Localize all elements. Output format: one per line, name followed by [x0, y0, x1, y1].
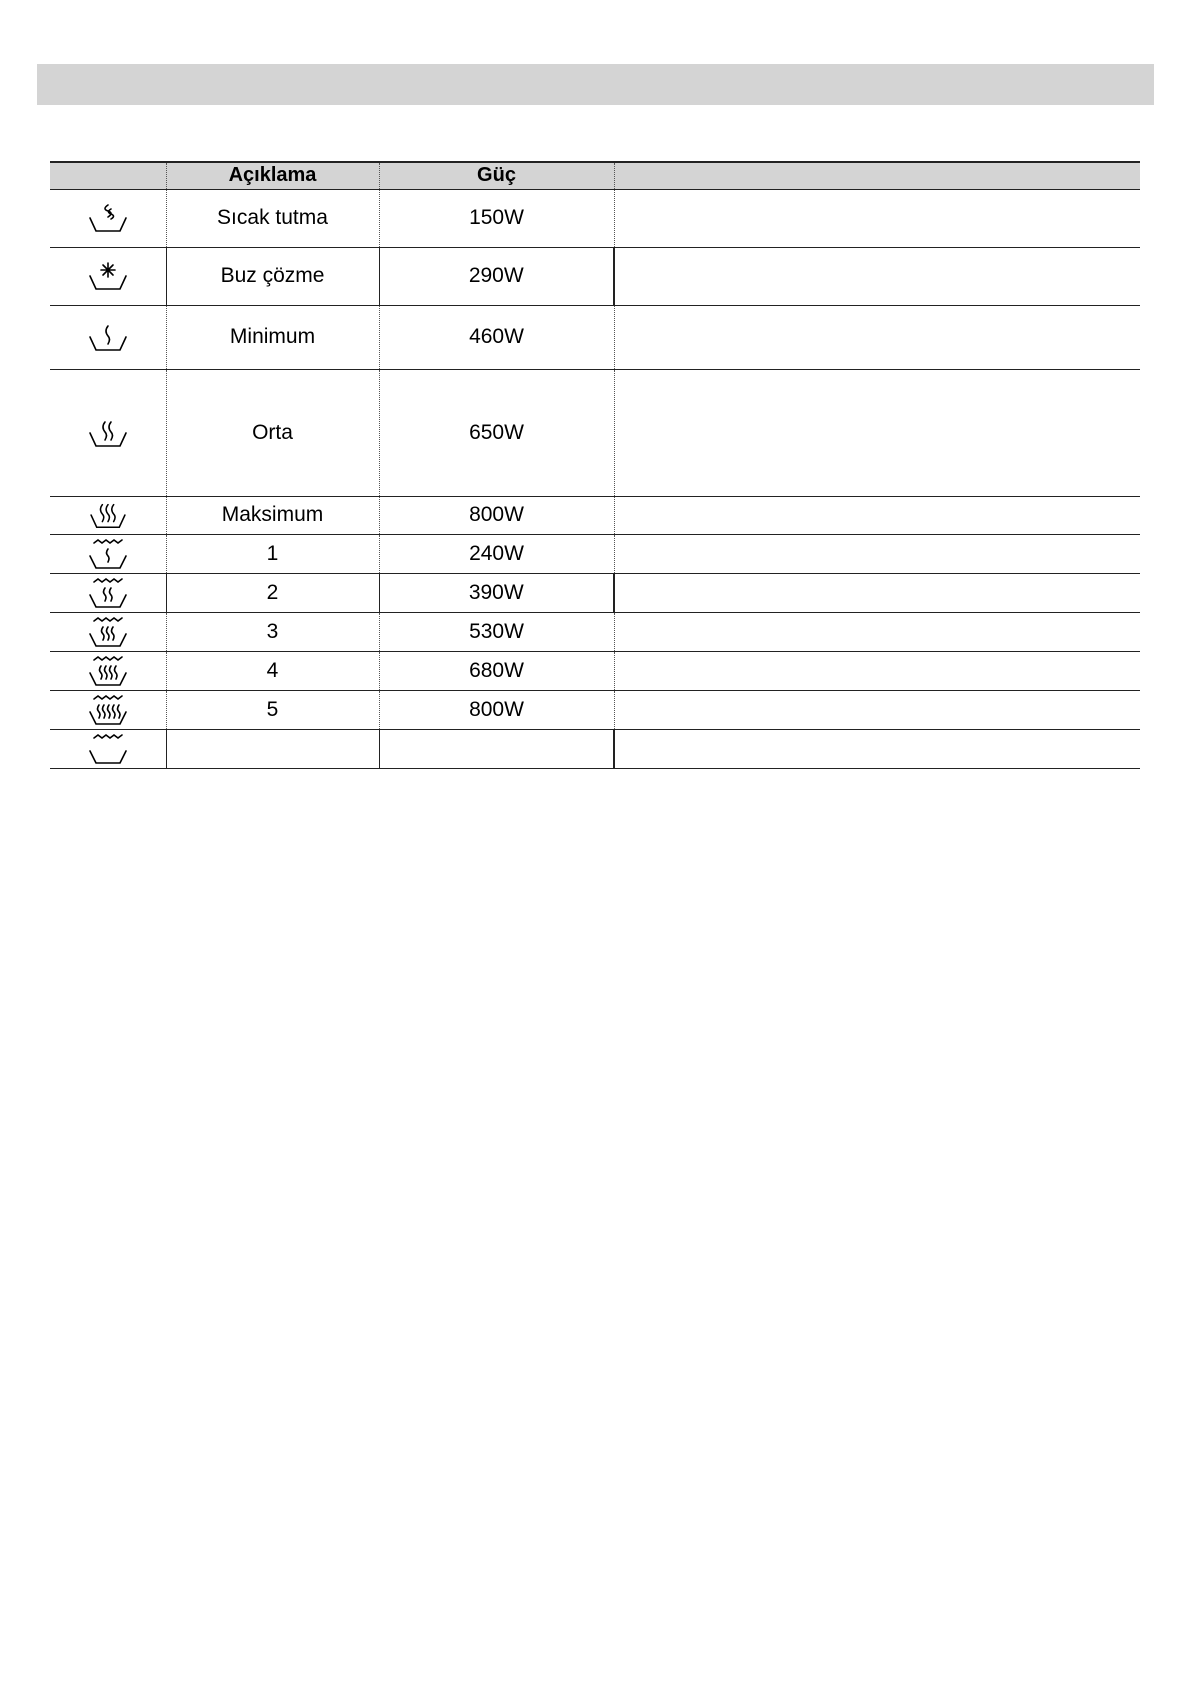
row-icon-cell: [50, 247, 166, 305]
header-description: Açıklama: [166, 162, 379, 189]
row-power: 530W: [379, 612, 614, 651]
row-extra: [614, 369, 1140, 496]
row-description: Maksimum: [166, 496, 379, 534]
row-extra: [614, 651, 1140, 690]
row-description: 4: [166, 651, 379, 690]
combi-level-1-icon: [86, 537, 130, 571]
row-extra: [614, 247, 1140, 305]
row-icon-cell: [50, 729, 166, 768]
row-power: [379, 729, 614, 768]
row-extra: [614, 690, 1140, 729]
power-levels-table: [50, 161, 1140, 769]
row-power: 240W: [379, 534, 614, 573]
row-description: Minimum: [166, 305, 379, 369]
table-row: [50, 369, 1140, 496]
header-icon: [50, 162, 166, 189]
row-icon-cell: [50, 573, 166, 612]
microwave-level-1-icon: [86, 320, 130, 354]
table-row: [50, 612, 1140, 651]
row-extra: [614, 534, 1140, 573]
table-row: [50, 496, 1140, 534]
microwave-level-3-icon: [86, 499, 130, 531]
row-description: Buz çözme: [166, 247, 379, 305]
row-power: 460W: [379, 305, 614, 369]
defrost-icon: [86, 259, 130, 293]
row-description: 2: [166, 573, 379, 612]
table-row: [50, 534, 1140, 573]
microwave-level-2-icon: [86, 416, 130, 450]
row-extra: [614, 573, 1140, 612]
table-row: [50, 690, 1140, 729]
row-description: 3: [166, 612, 379, 651]
combi-level-2-icon: [86, 576, 130, 610]
combi-level-4-icon: [86, 654, 130, 688]
row-power: 800W: [379, 496, 614, 534]
row-extra: [614, 612, 1140, 651]
header-power: Güç: [379, 162, 614, 189]
table-header-row: [50, 162, 1140, 189]
row-extra: [614, 729, 1140, 768]
row-icon-cell: [50, 189, 166, 247]
table-row: [50, 573, 1140, 612]
row-power: 680W: [379, 651, 614, 690]
combi-level-3-icon: [86, 615, 130, 649]
row-description: Sıcak tutma: [166, 189, 379, 247]
row-extra: [614, 496, 1140, 534]
grill-icon: [86, 732, 130, 766]
combi-level-5-icon: [86, 693, 130, 727]
keep-warm-icon: [86, 201, 130, 235]
row-extra: [614, 189, 1140, 247]
row-power: 650W: [379, 369, 614, 496]
table-row: [50, 305, 1140, 369]
row-icon-cell: [50, 534, 166, 573]
table-row: [50, 247, 1140, 305]
table-row: [50, 729, 1140, 768]
row-description: 5: [166, 690, 379, 729]
header-extra: [614, 162, 1140, 189]
row-description: Orta: [166, 369, 379, 496]
section-header-bar: [37, 64, 1154, 105]
table-row: [50, 189, 1140, 247]
row-power: 290W: [379, 247, 614, 305]
row-icon-cell: [50, 369, 166, 496]
row-power: 800W: [379, 690, 614, 729]
row-description: 1: [166, 534, 379, 573]
row-icon-cell: [50, 612, 166, 651]
row-description: [166, 729, 379, 768]
row-power: 390W: [379, 573, 614, 612]
table-row: [50, 651, 1140, 690]
row-icon-cell: [50, 305, 166, 369]
row-icon-cell: [50, 496, 166, 534]
row-power: 150W: [379, 189, 614, 247]
row-icon-cell: [50, 651, 166, 690]
row-extra: [614, 305, 1140, 369]
row-icon-cell: [50, 690, 166, 729]
